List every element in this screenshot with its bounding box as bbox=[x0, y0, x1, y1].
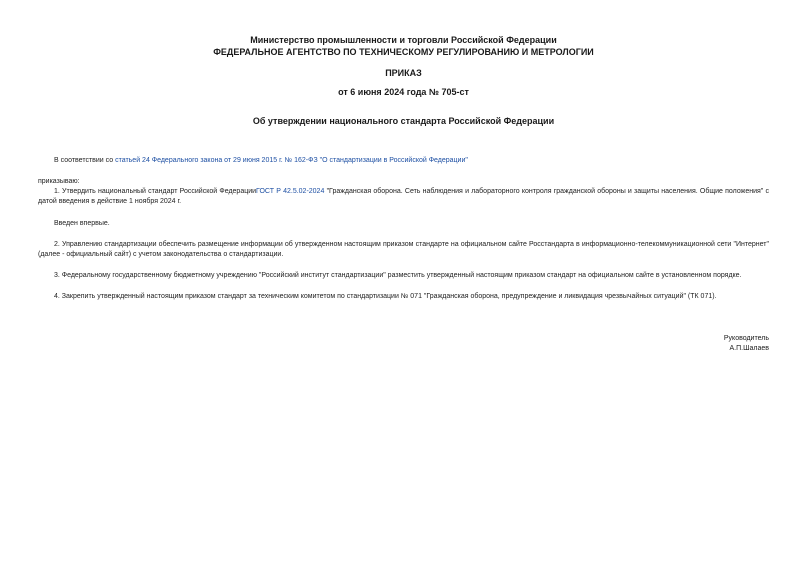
federal-law-link[interactable]: статьей 24 Федерального закона от 29 июня 2015 г. № 162-ФЗ "О стандартизации в Российской Федерации" bbox=[115, 157, 468, 164]
signatory-name: А.П.Шалаев bbox=[729, 345, 769, 352]
document-date-number: от 6 июня 2024 года № 705-ст bbox=[338, 87, 469, 97]
document-subject: Об утверждении национального стандарта Российской Федерации bbox=[252, 116, 555, 126]
signatory-title: Руководитель bbox=[723, 335, 769, 342]
introduced-first-note: Введен впервые. bbox=[54, 220, 110, 227]
ministry-name: Министерство промышленности и торговли Российской Федерации bbox=[250, 35, 557, 45]
clause-1-prefix: 1. Утвердить национальный стандарт Российской Федерации bbox=[54, 188, 257, 195]
agency-name: ФЕДЕРАЛЬНОЕ АГЕНТСТВО ПО ТЕХНИЧЕСКОМУ РЕГУЛИРОВАНИЮ И МЕТРОЛОГИИ bbox=[213, 47, 594, 57]
gost-standard-link[interactable]: ГОСТ Р 42.5.02-2024 bbox=[256, 188, 325, 195]
clause-4-paragraph: 4. Закрепить утвержденный настоящим приказом стандарт за техническим комитетом по стандартизации № 071 "Гражданская оборона, предупреждение и ликвидация чрезвычайных ситуаций" (ТК 071). bbox=[54, 293, 717, 300]
document-type: ПРИКАЗ bbox=[385, 68, 422, 78]
clause-2-paragraph: 2. Управлению стандартизации обеспечить размещение информации об утвержденном настоящим приказом стандарте на официальном сайте Росстандарта в информационно-телекоммуникационной сети "Интернет" (далее - официальный сайт) с учетом законодательства о стандартизации. bbox=[38, 241, 769, 258]
clause-1-suffix: "Гражданская оборона. Сеть наблюдения и лабораторного контроля гражданской обороны и защиты населения. Общие положения" с датой введения в действие 1 ноября 2024 г. bbox=[38, 188, 769, 205]
clause-1-paragraph bbox=[38, 187, 769, 207]
clause-3-paragraph: 3. Федеральному государственному бюджетному учреждению "Российский институт стандартизации" разместить утвержденный настоящим приказом стандарт на официальном сайте в установленном порядке. bbox=[54, 272, 742, 279]
basis-paragraph bbox=[38, 156, 769, 166]
order-word: приказываю: bbox=[38, 178, 80, 185]
basis-prefix: В соответствии со bbox=[54, 157, 116, 164]
